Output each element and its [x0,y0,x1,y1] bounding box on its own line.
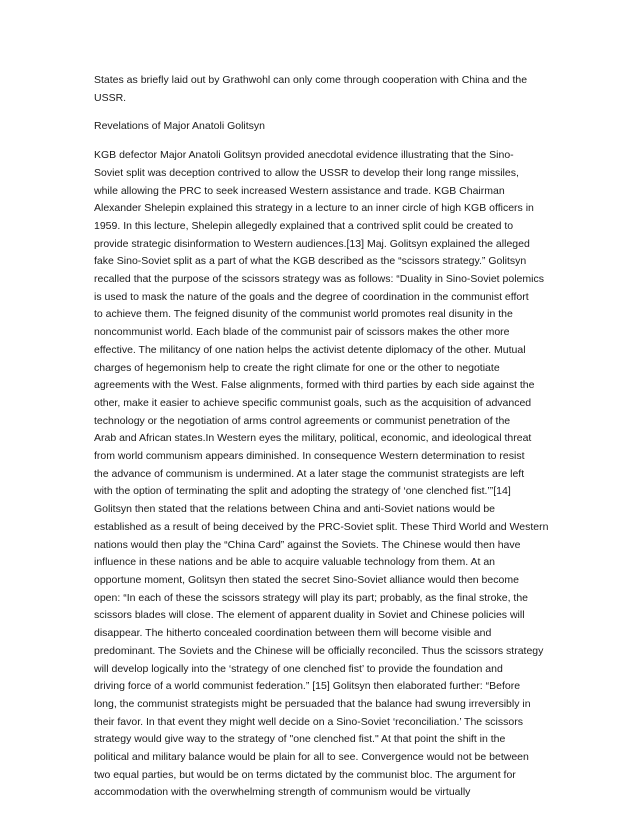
text-line: noncommunist world. Each blade of the communist pair of scissors makes the other more [94,326,510,339]
text-line: predominant. The Soviets and the Chinese will be officially reconciled. Thus the scissors strategy [94,644,544,657]
text-line: 1959. In this lecture, Shelepin allegedly explained that a contrived split could be created to [94,219,514,232]
text-line: is used to mask the nature of the goals and the degree of coordination in the communist effort [94,290,529,303]
text-line: Soviet split was deception contrived to allow the USSR to develop their long range missiles, [94,166,519,179]
text-line: effective. The militancy of one nation helps the activist detente diplomacy of the other. Mutual [94,343,526,356]
text-line: disappear. The hitherto concealed coordination between them will become visible and [94,627,492,640]
text-line: Alexander Shelepin explained this strategy in a lecture to an inner circle of high KGB officers in [94,202,534,215]
text-line: driving force of a world communist federation.” [15] Golitsyn then elaborated further: “Before [94,680,521,693]
text-line: technology or the negotiation of arms control agreements or communist penetration of the [94,414,511,427]
text-line: with the option of terminating the split and adopting the strategy of ‘one clenched fist.’”[14] [94,485,511,498]
text-line: political and military balance would be plain for all to see. Convergence would not be between [94,751,529,764]
text-line: Arab and African states.In Western eyes the military, political, economic, and ideological threat [94,432,532,445]
text-line: long, the communist strategists might be persuaded that the balance had swung irreversibly in [94,697,531,710]
text-line: accommodation with the overwhelming strength of communism would be virtually [94,786,471,799]
text-line: open: “In each of these the scissors strategy will play its part; probably, as the final stroke, the [94,591,529,604]
text-line: from world communism appears diminished. In consequence Western determination to resist [94,450,525,463]
text-line: charges of hegemonism help to create the right climate for one or the other to negotiate [94,361,500,374]
text-line: will develop logically into the ‘strategy of one clenched fist’ to provide the foundation and [94,662,503,675]
text-line: while allowing the PRC to seek increased Western assistance and trade. KGB Chairman [94,184,505,197]
text-line: influence in these nations and be able to acquire valuable technology from them. At an [94,556,496,569]
text-line: fake Sino-Soviet split as a part of what the KGB described as the “scissors strategy.” Golitsyn [94,255,527,268]
text-line: opportune moment, Golitsyn then stated the secret Sino-Soviet alliance would then become [94,573,519,586]
text-line: USSR. [94,91,127,104]
text-line: KGB defector Major Anatoli Golitsyn provided anecdotal evidence illustrating that the Sino- [94,149,514,162]
body-paragraph [94,147,549,802]
text-line: scissors blades will close. The element of apparent duality in Soviet and Chinese policies will [94,609,525,622]
document-content [94,72,549,813]
text-line: their favor. In that event they might well decide on a Sino-Soviet ‘reconciliation.’ The scissors [94,715,523,728]
text-line: strategy would give way to the strategy of "one clenched fist." At that point the shift in the [94,733,506,746]
text-line: States as briefly laid out by Grathwohl can only come through cooperation with China and the [94,74,528,86]
text-line: provide strategic disinformation to Western audiences.[13] Maj. Golitsyn explained the alleged [94,237,530,250]
text-line: established as a result of being deceived by the PRC-Soviet split. These Third World and Western [94,520,549,533]
text-line: the advance of communism is undermined. At a later stage the communist strategists are left [94,467,525,480]
heading-text: Revelations of Major Anatoli Golitsyn [94,120,265,133]
text-line: Golitsyn then stated that the relations between China and anti-Soviet nations would be [94,503,496,516]
section-heading [94,118,544,136]
text-line: recalled that the purpose of the scissors strategy was as follows: “Duality in Sino-Soviet polemics [94,273,544,286]
text-line: two equal parties, but would be on terms dictated by the communist bloc. The argument for [94,768,516,781]
text-line: other, make it easier to achieve specific communist goals, such as the acquisition of advanced [94,396,532,409]
intro-paragraph [94,72,544,107]
text-line: to achieve them. The feigned disunity of the communist world promotes real disunity in the [94,308,513,321]
text-line: nations would then play the “China Card” against the Soviets. The Chinese would then have [94,538,521,551]
text-line: agreements with the West. False alignments, formed with third parties by each side against the [94,379,535,392]
